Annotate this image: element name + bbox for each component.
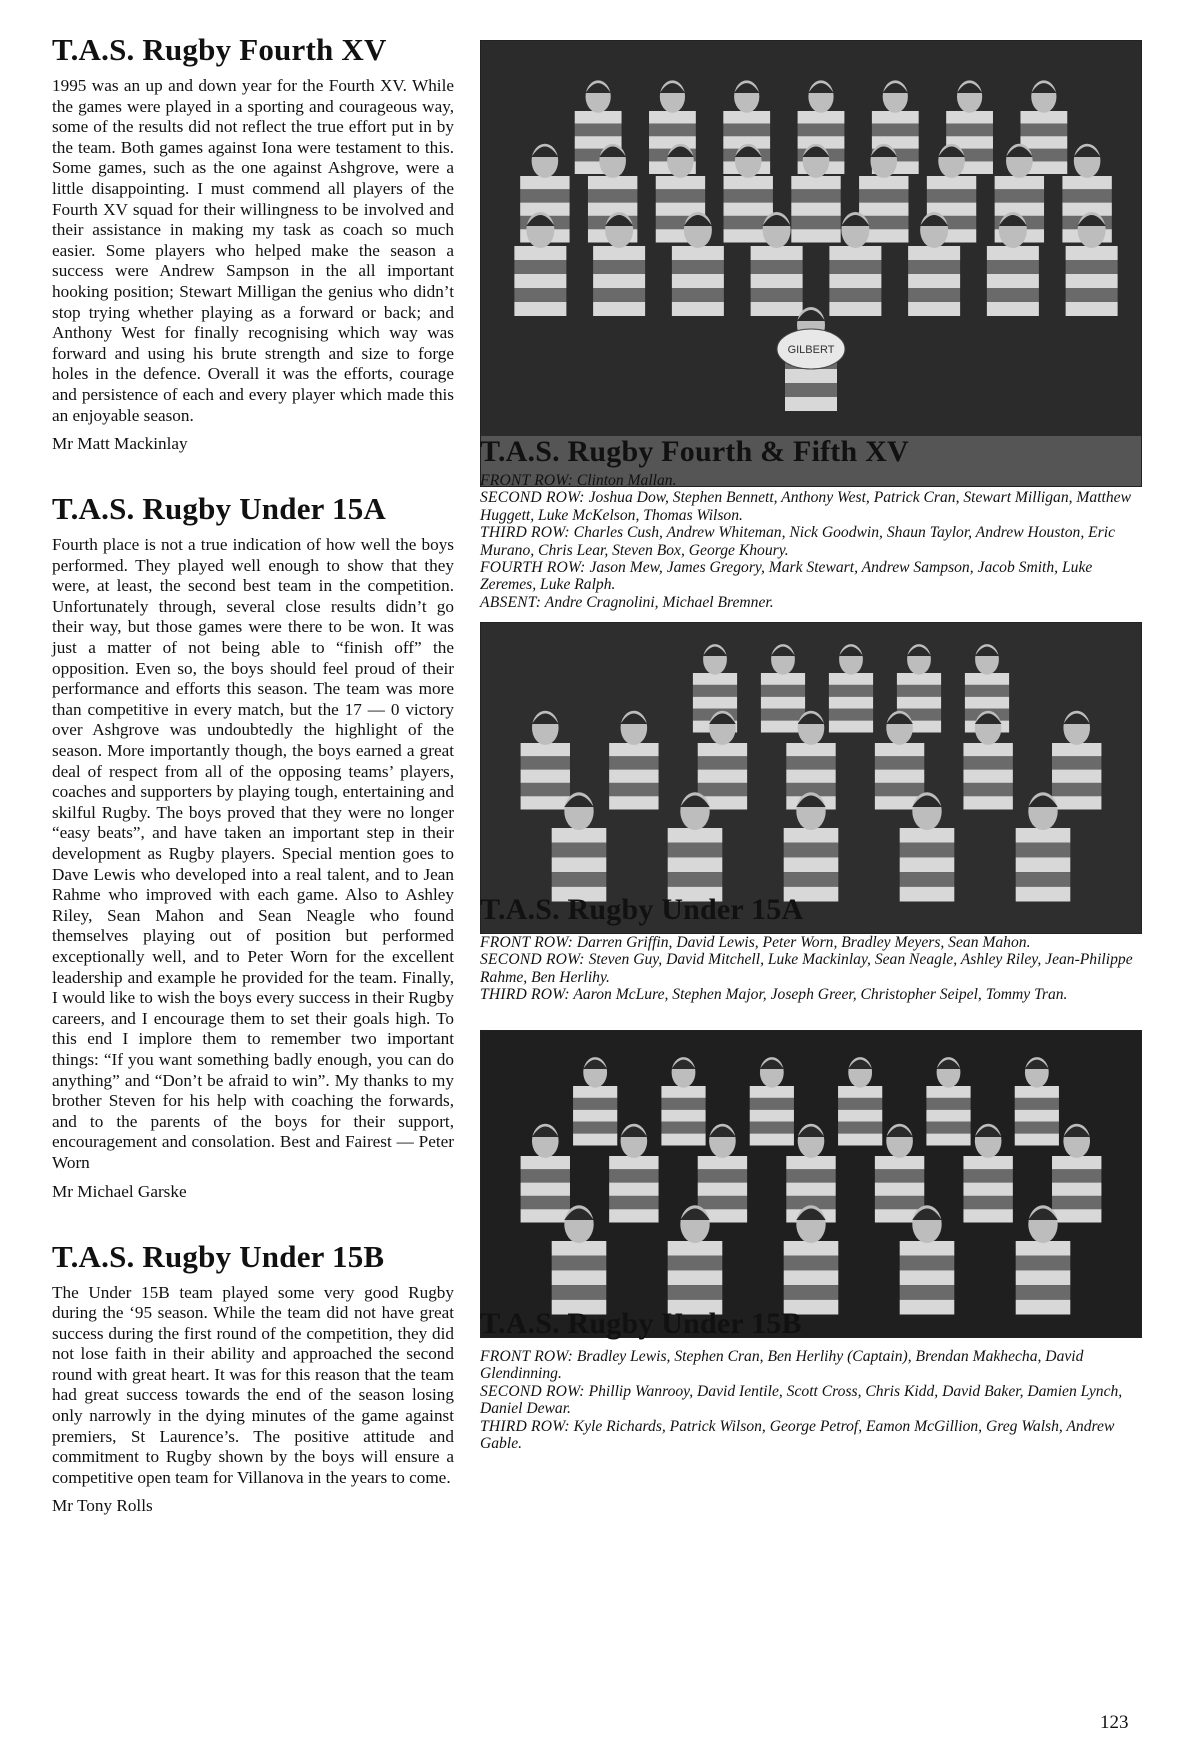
- photo-caption: [480, 1348, 1142, 1452]
- caption-row-label: THIRD ROW:: [480, 986, 570, 1004]
- caption-row-names: Kyle Richards, Patrick Wilson, George Petrof, Eamon McGillion, Greg Walsh, Andrew Gable.: [480, 1417, 1115, 1453]
- article-under-15a: [52, 489, 454, 1202]
- team-photo-under-15a: [480, 622, 1142, 934]
- photo-caption: [480, 472, 1142, 611]
- caption-row-label: FOURTH ROW:: [480, 559, 586, 577]
- caption-row-label: ABSENT:: [480, 593, 542, 611]
- caption-row-label: FRONT ROW:: [480, 1348, 573, 1365]
- team-photo-graphic: [481, 1031, 1141, 1337]
- caption-row: [480, 934, 1142, 951]
- caption-row-names: Steven Guy, David Mitchell, Luke Mackinlay, Sean Neagle, Ashley Riley, Jean-Philippe Rahme, Ben Herlihy.: [480, 951, 1133, 986]
- caption-row: [480, 1348, 1142, 1383]
- caption-row-label: SECOND ROW:: [480, 489, 585, 507]
- article-author: Mr Michael Garske: [52, 1181, 187, 1201]
- rugby-ball-label: GILBERT: [787, 344, 835, 356]
- caption-row-names: Clinton Mallan.: [572, 472, 677, 489]
- caption-row-names: Andre Cragnolini, Michael Bremner.: [541, 593, 774, 611]
- article-body: Fourth place is not a true indication of how well the boys performed. They played well enough to show that they were, at least, the second best team in the competition. Unfortunately through, several close results didn’t go their way, but those games were there to be won. It was just a matter of not being able to “finish off” the opposition. Even so, the boys should feel proud of their performance and efforts this season. The team was more than competitive in every match, but the 17 — 0 victory over Ashgrove was undoubtedly the highlight of the season. More importantly though, the boys earned a great deal of respect from all of the opposing teams’ players, coaches and supporters by playing tough, entertaining and skilful Rugby. The boys proved that they were no longer “easy beats”, and have taken an important step in their development as Rugby players. Special mention goes to Dave Lewis who developed into a real talent, and to Jean Rahme who improved with each game. Also to Ashley Riley, Sean Mahon and Sean Neagle who found themselves playing out of position but performed exceptionally well, and to Peter Worn for the excellent leadership and example he provided for the team. Finally, I would like to wish the boys every success in their Rugby careers, and I encourage them to set their goals high. To this end I implore them to remember two important things: “If you want something badly enough, you can do anything” and “Don’t be afraid to win”. My thanks to my brother Steven for his help with coaching the forwards, and to the parents of the boys for their support, encouragement and consolation. Best and Fairest — Peter Worn: [52, 535, 454, 1172]
- caption-row-names: Aaron McLure, Stephen Major, Joseph Greer, Christopher Seipel, Tommy Tran.: [569, 986, 1068, 1004]
- article-under-15b: [52, 1237, 454, 1518]
- caption-row: [480, 1418, 1142, 1453]
- photo-heading: T.A.S. Rugby Under 15A: [480, 893, 804, 926]
- photo-heading: T.A.S. Rugby Under 15B: [480, 1307, 802, 1340]
- article-heading: T.A.S. Rugby Fourth XV: [52, 32, 387, 67]
- caption-row-names: Darren Griffin, David Lewis, Peter Worn, Bradley Meyers, Sean Mahon.: [572, 934, 1031, 951]
- team-photo-under-15b: [480, 1030, 1142, 1338]
- caption-row-names: Bradley Lewis, Stephen Cran, Ben Herlihy (Captain), Brendan Makhecha, David Glendinning.: [480, 1348, 1084, 1383]
- article-body: The Under 15B team played some very good Rugby during the ‘95 season. While the team did not have great success during the first round of the competition, they did not lose faith in their ability and approached the second round with great heart. It was for this reason that the team had great success towards the end of the season losing only narrowly in the dying minutes of the game against premiers, St Laurence’s. The positive attitude and commitment to Rugby shown by the boys will ensure a competitive open team for Villanova in the years to come.: [52, 1282, 454, 1487]
- team-photo-graphic: [481, 41, 1141, 486]
- left-column: [52, 30, 454, 1517]
- caption-row-label: FRONT ROW:: [480, 934, 573, 951]
- team-photo-graphic: [481, 623, 1141, 933]
- team-photo-fourth-fifth-xv: [480, 40, 1142, 487]
- article-heading: T.A.S. Rugby Under 15A: [52, 491, 386, 527]
- article-author: Mr Matt Mackinlay: [52, 434, 188, 454]
- caption-row: [480, 524, 1142, 559]
- caption-row: [480, 559, 1142, 594]
- photo-heading: T.A.S. Rugby Fourth & Fifth XV: [480, 435, 909, 468]
- caption-row: [480, 472, 1142, 489]
- caption-row: [480, 951, 1142, 986]
- caption-row-label: FRONT ROW:: [480, 472, 573, 489]
- caption-row: [480, 986, 1142, 1003]
- article-heading: T.A.S. Rugby Under 15B: [52, 1238, 385, 1274]
- article-body: 1995 was an up and down year for the Fourth XV. While the games were played in a sporting and courageous way, some of the results did not reflect the true effort put in by the team. Both games against Iona were testament to this. Some games, such as the one against Ashgrove, were a little disappointing. I must commend all players of the Fourth XV squad for their willingness to be involved and their assistance in making my task as coach so much easier. Some players who helped make the season a success were Andrew Sampson in the all important hooking position; Stewart Milligan the genius who didn’t stop trying whether playing as a forward or back; and Anthony West for finally recognising which way was forward and using his brute strength and size to forge holes in the defence. Overall it was the efforts, courage and persistence of each and every player which made this an enjoyable season.: [52, 76, 454, 425]
- caption-row: [480, 594, 1142, 611]
- photo-caption: [480, 934, 1142, 1004]
- caption-row-names: Joshua Dow, Stephen Bennett, Anthony West, Patrick Cran, Stewart Milligan, Matthew Huggett, Luke McKelson, Thomas Wilson.: [480, 489, 1132, 524]
- caption-row-label: SECOND ROW:: [480, 1382, 585, 1400]
- caption-row-names: Charles Cush, Andrew Whiteman, Nick Goodwin, Shaun Taylor, Andrew Houston, Eric Murano, Chris Lear, Steven Box, George Khoury.: [480, 524, 1115, 559]
- caption-row-label: THIRD ROW:: [480, 1417, 570, 1435]
- article-fourth-xv: [52, 30, 454, 455]
- article-author: Mr Tony Rolls: [52, 1496, 153, 1516]
- caption-row-label: THIRD ROW:: [480, 524, 570, 542]
- caption-row-names: Jason Mew, James Gregory, Mark Stewart, Andrew Sampson, Jacob Smith, Luke Zeremes, Luke Ralph.: [480, 559, 1093, 594]
- caption-row: [480, 1383, 1142, 1418]
- page-number: 123: [1100, 1712, 1129, 1733]
- caption-row-names: Phillip Wanrooy, David Ientile, Scott Cross, Chris Kidd, David Baker, Damien Lynch, Daniel Dewar.: [480, 1382, 1123, 1418]
- caption-row: [480, 489, 1142, 524]
- caption-row-label: SECOND ROW:: [480, 951, 585, 969]
